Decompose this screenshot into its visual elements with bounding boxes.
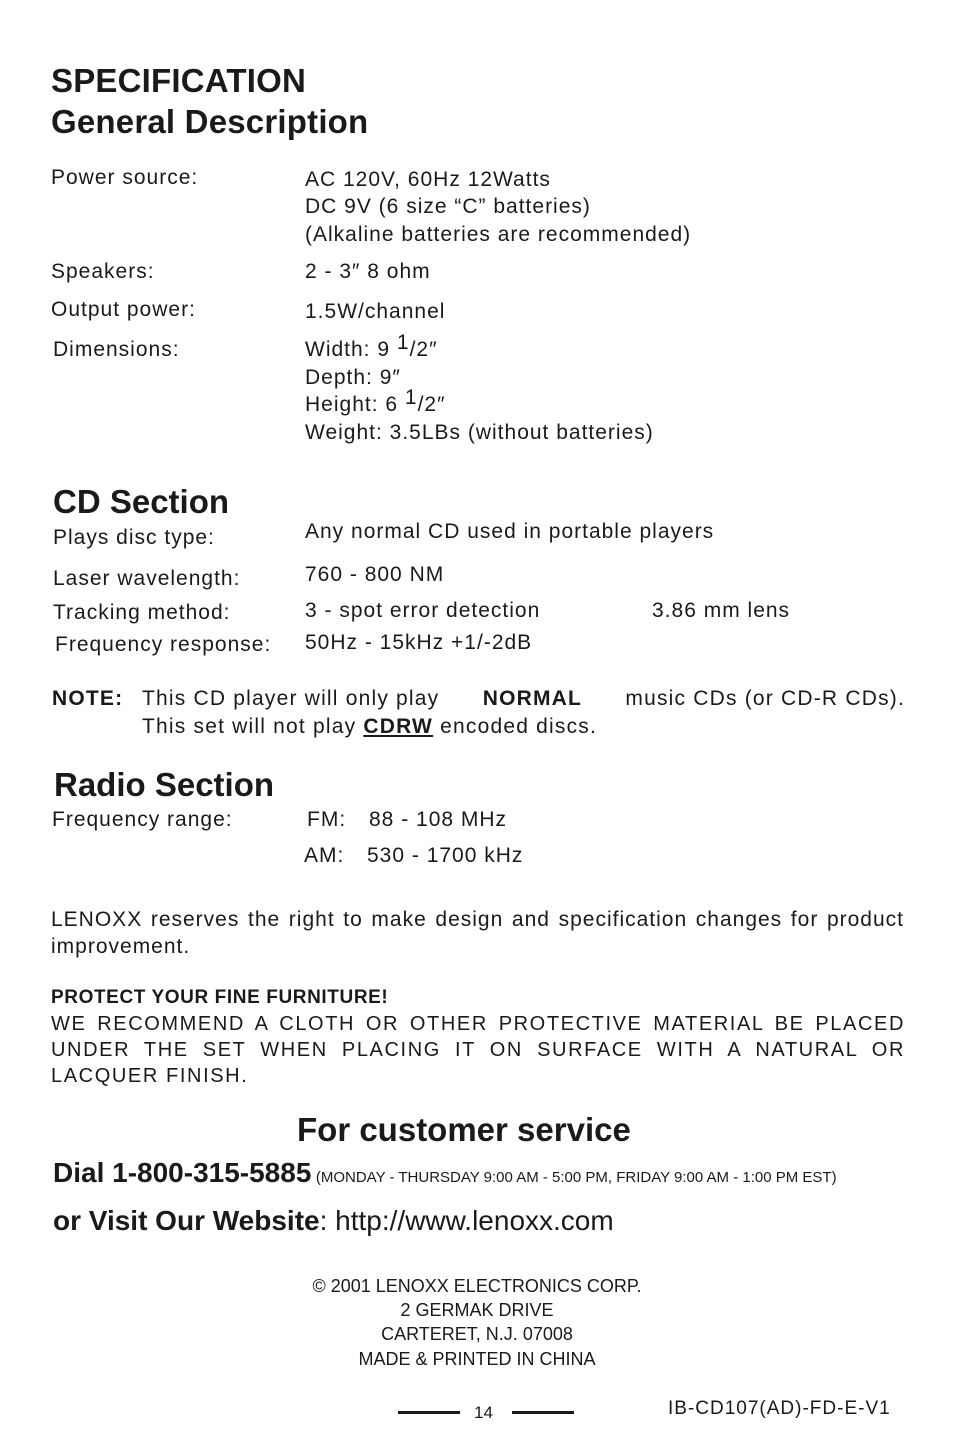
height-fraction-denominator: /2″	[417, 393, 446, 416]
speakers-value: 2 - 3″ 8 ohm	[305, 260, 431, 283]
lens-value: 3.86 mm lens	[652, 599, 791, 622]
general-description-title: General Description	[51, 103, 369, 140]
protect-paragraph: WE RECOMMEND A CLOTH OR OTHER PROTECTIVE MATERIAL BE PLACED UNDER THE SET WHEN PLACING IT ON SURFACE WITH A NATURAL OR LACQUER FINISH.	[51, 1013, 905, 1087]
customer-service-title: For customer service	[297, 1111, 631, 1148]
note-normal-text: NORMAL	[482, 687, 583, 710]
address-line-2: 2 GERMAK DRIVE	[400, 1300, 554, 1320]
protect-title: PROTECT YOUR FINE FURNITURE!	[51, 987, 389, 1008]
fm-label: FM:	[307, 808, 347, 831]
dial-line	[53, 1157, 837, 1189]
power-source-value-1: AC 120V, 60Hz 12Watts	[305, 168, 551, 191]
height-value	[305, 386, 446, 417]
dimensions-label: Dimensions:	[53, 338, 180, 361]
frequency-range-label: Frequency range:	[52, 808, 233, 831]
note-line-1-end: music CDs (or CD-R CDs).	[625, 687, 905, 710]
power-source-label: Power source:	[51, 166, 199, 189]
spec-title: SPECIFICATION	[51, 62, 306, 99]
frequency-response-value: 50Hz - 15kHz +1/-2dB	[305, 631, 533, 654]
am-label: AM:	[304, 844, 345, 867]
width-value	[305, 331, 438, 362]
service-hours: (MONDAY - THURSDAY 9:00 AM - 5:00 PM, FRIDAY 9:00 AM - 1:00 PM EST)	[315, 1169, 837, 1186]
address-line-3: CARTERET, N.J. 07008	[381, 1324, 573, 1344]
weight-value: Weight: 3.5LBs (without batteries)	[305, 421, 654, 444]
output-power-label: Output power:	[51, 298, 196, 321]
website-line	[53, 1205, 614, 1237]
note-line-2-end: encoded discs.	[433, 715, 598, 738]
note-cdrw-text: CDRW	[363, 715, 434, 738]
width-fraction-numerator: 1	[396, 331, 410, 354]
footer-rule-left	[398, 1411, 460, 1414]
fm-value: 88 - 108 MHz	[369, 808, 508, 831]
note-line-2	[142, 715, 597, 739]
frequency-response-label: Frequency response:	[55, 633, 272, 656]
power-source-value-3: (Alkaline batteries are recommended)	[305, 223, 692, 246]
note-line-1	[142, 687, 905, 711]
reserve-paragraph: LENOXX reserves the right to make design and specification changes for product improvement.	[51, 908, 904, 958]
disc-type-value: Any normal CD used in portable players	[305, 520, 715, 543]
laser-wavelength-value: 760 - 800 NM	[305, 563, 445, 586]
radio-section-title: Radio Section	[54, 766, 275, 803]
note-line-1-text: This CD player will only play	[142, 687, 440, 710]
page-number: 14	[474, 1403, 493, 1422]
dial-phone[interactable]: Dial 1-800-315-5885	[53, 1157, 312, 1188]
width-prefix: Width: 9	[305, 338, 397, 361]
height-fraction-numerator: 1	[404, 386, 418, 409]
tracking-method-value: 3 - spot error detection	[305, 599, 541, 622]
depth-value: Depth: 9″	[305, 366, 401, 389]
document-code: IB-CD107(AD)-FD-E-V1	[668, 1398, 891, 1419]
am-value: 530 - 1700 kHz	[367, 844, 524, 867]
power-source-value-2: DC 9V (6 size “C” batteries)	[305, 195, 591, 218]
address-line-1: © 2001 LENOXX ELECTRONICS CORP.	[312, 1276, 642, 1296]
disc-type-label: Plays disc type:	[53, 526, 215, 549]
visit-website-label: or Visit Our Website	[53, 1205, 320, 1236]
speakers-label: Speakers:	[51, 260, 155, 283]
output-power-value: 1.5W/channel	[305, 300, 446, 323]
note-label: NOTE:	[52, 687, 124, 710]
height-prefix: Height: 6	[305, 393, 405, 416]
cd-section-title: CD Section	[53, 483, 230, 520]
address-line-4: MADE & PRINTED IN CHINA	[358, 1349, 596, 1369]
footer-rule-right	[512, 1411, 574, 1414]
laser-wavelength-label: Laser wavelength:	[53, 567, 241, 590]
website-url[interactable]: : http://www.lenoxx.com	[319, 1205, 614, 1236]
note-line-2-text: This set will not play	[142, 715, 364, 738]
tracking-method-label: Tracking method:	[53, 601, 231, 624]
width-fraction-denominator: /2″	[409, 338, 438, 361]
